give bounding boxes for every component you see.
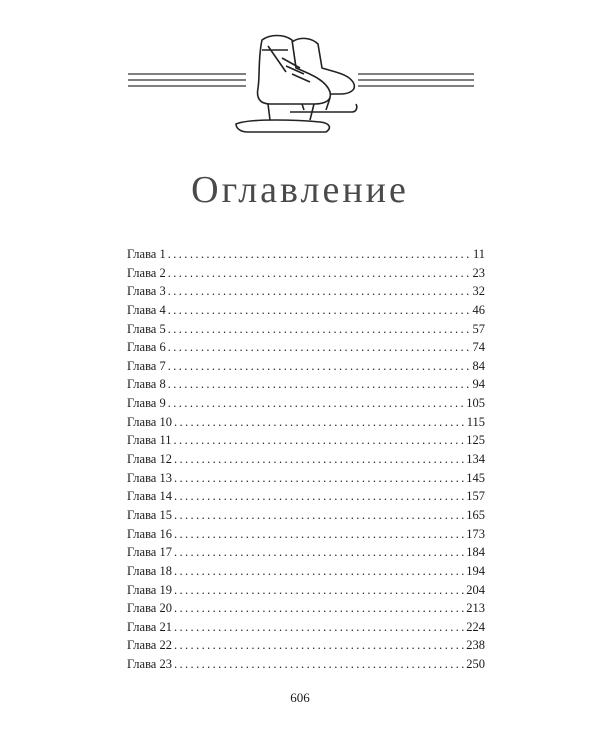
toc-entry — [127, 282, 485, 301]
toc-page-number: 213 — [466, 601, 485, 616]
toc-entry — [127, 264, 485, 283]
toc-page-number: 105 — [466, 396, 485, 411]
toc-entry — [127, 245, 485, 264]
toc-page-number: 204 — [466, 582, 485, 597]
toc-dot-leader — [174, 450, 464, 469]
toc-chapter-label: Глава 15 — [127, 507, 172, 522]
toc-page-number: 238 — [466, 638, 485, 653]
toc-page-number: 224 — [466, 619, 485, 634]
toc-page-number: 145 — [466, 470, 485, 485]
toc-page-number: 57 — [472, 321, 485, 336]
toc-dot-leader — [168, 394, 465, 413]
toc-page-number: 134 — [466, 452, 485, 467]
toc-chapter-label: Глава 4 — [127, 302, 166, 317]
toc-dot-leader — [168, 338, 471, 357]
toc-dot-leader — [174, 599, 464, 618]
ornament-header — [0, 28, 600, 138]
toc-entry — [127, 618, 485, 637]
toc-page-number: 250 — [466, 657, 485, 672]
toc-chapter-label: Глава 10 — [127, 414, 172, 429]
table-of-contents — [127, 245, 485, 674]
toc-page-number: 23 — [472, 265, 485, 280]
page-title: Оглавление — [191, 169, 409, 211]
toc-chapter-label: Глава 9 — [127, 396, 166, 411]
page-number: 606 — [290, 690, 310, 705]
toc-chapter-label: Глава 17 — [127, 545, 172, 560]
toc-chapter-label: Глава 19 — [127, 582, 172, 597]
toc-dot-leader — [168, 375, 471, 394]
toc-entry — [127, 562, 485, 581]
toc-chapter-label: Глава 2 — [127, 265, 166, 280]
toc-entry — [127, 487, 485, 506]
toc-entry — [127, 338, 485, 357]
toc-chapter-label: Глава 7 — [127, 358, 166, 373]
toc-chapter-label: Глава 21 — [127, 619, 172, 634]
toc-chapter-label: Глава 6 — [127, 340, 166, 355]
toc-chapter-label: Глава 5 — [127, 321, 166, 336]
toc-chapter-label: Глава 18 — [127, 563, 172, 578]
toc-page-number: 11 — [472, 247, 485, 261]
toc-entry — [127, 413, 485, 432]
toc-dot-leader — [174, 562, 464, 581]
toc-dot-leader — [174, 636, 464, 655]
toc-dot-leader — [168, 245, 471, 264]
ice-skates-icon — [236, 36, 357, 133]
toc-dot-leader — [174, 431, 465, 450]
toc-dot-leader — [174, 525, 464, 544]
toc-dot-leader — [168, 282, 471, 301]
toc-dot-leader — [168, 320, 471, 339]
toc-page-number: 194 — [466, 563, 485, 578]
toc-dot-leader — [174, 655, 464, 674]
toc-entry — [127, 301, 485, 320]
toc-entry — [127, 394, 485, 413]
toc-chapter-label: Глава 14 — [127, 489, 172, 504]
toc-dot-leader — [168, 357, 471, 376]
ornament-rule-right — [358, 74, 474, 86]
toc-dot-leader — [174, 581, 464, 600]
toc-entry — [127, 599, 485, 618]
toc-chapter-label: Глава 3 — [127, 284, 166, 299]
toc-entry — [127, 506, 485, 525]
toc-entry — [127, 375, 485, 394]
toc-entry — [127, 525, 485, 544]
toc-chapter-label: Глава 23 — [127, 657, 172, 672]
toc-dot-leader — [168, 301, 471, 320]
toc-entry — [127, 431, 485, 450]
toc-entry — [127, 655, 485, 674]
toc-dot-leader — [168, 264, 471, 283]
toc-entry — [127, 450, 485, 469]
toc-entry — [127, 320, 485, 339]
toc-entry — [127, 636, 485, 655]
toc-dot-leader — [174, 413, 465, 432]
toc-entry — [127, 469, 485, 488]
toc-page-number: 94 — [472, 377, 485, 392]
toc-entry — [127, 543, 485, 562]
toc-dot-leader — [174, 543, 464, 562]
toc-dot-leader — [174, 469, 464, 488]
toc-chapter-label: Глава 16 — [127, 526, 172, 541]
toc-chapter-label: Глава 1 — [127, 247, 166, 261]
toc-page-number: 173 — [466, 526, 485, 541]
toc-chapter-label: Глава 13 — [127, 470, 172, 485]
toc-entry — [127, 581, 485, 600]
toc-page-number: 165 — [466, 507, 485, 522]
toc-chapter-label: Глава 22 — [127, 638, 172, 653]
toc-page-number: 32 — [472, 284, 485, 299]
toc-page-number: 46 — [472, 302, 485, 317]
toc-dot-leader — [174, 487, 464, 506]
toc-chapter-label: Глава 8 — [127, 377, 166, 392]
toc-page-number: 157 — [466, 489, 485, 504]
toc-chapter-label: Глава 12 — [127, 452, 172, 467]
toc-dot-leader — [174, 506, 464, 525]
toc-entry — [127, 357, 485, 376]
ornament-rule-left — [128, 74, 246, 86]
toc-page-number: 84 — [472, 358, 485, 373]
toc-chapter-label: Глава 11 — [127, 433, 172, 448]
toc-page-number: 74 — [472, 340, 485, 355]
toc-chapter-label: Глава 20 — [127, 601, 172, 616]
toc-page-number: 125 — [466, 433, 485, 448]
toc-page-number: 184 — [466, 545, 485, 560]
toc-page-number: 115 — [466, 414, 485, 429]
toc-dot-leader — [174, 618, 464, 637]
